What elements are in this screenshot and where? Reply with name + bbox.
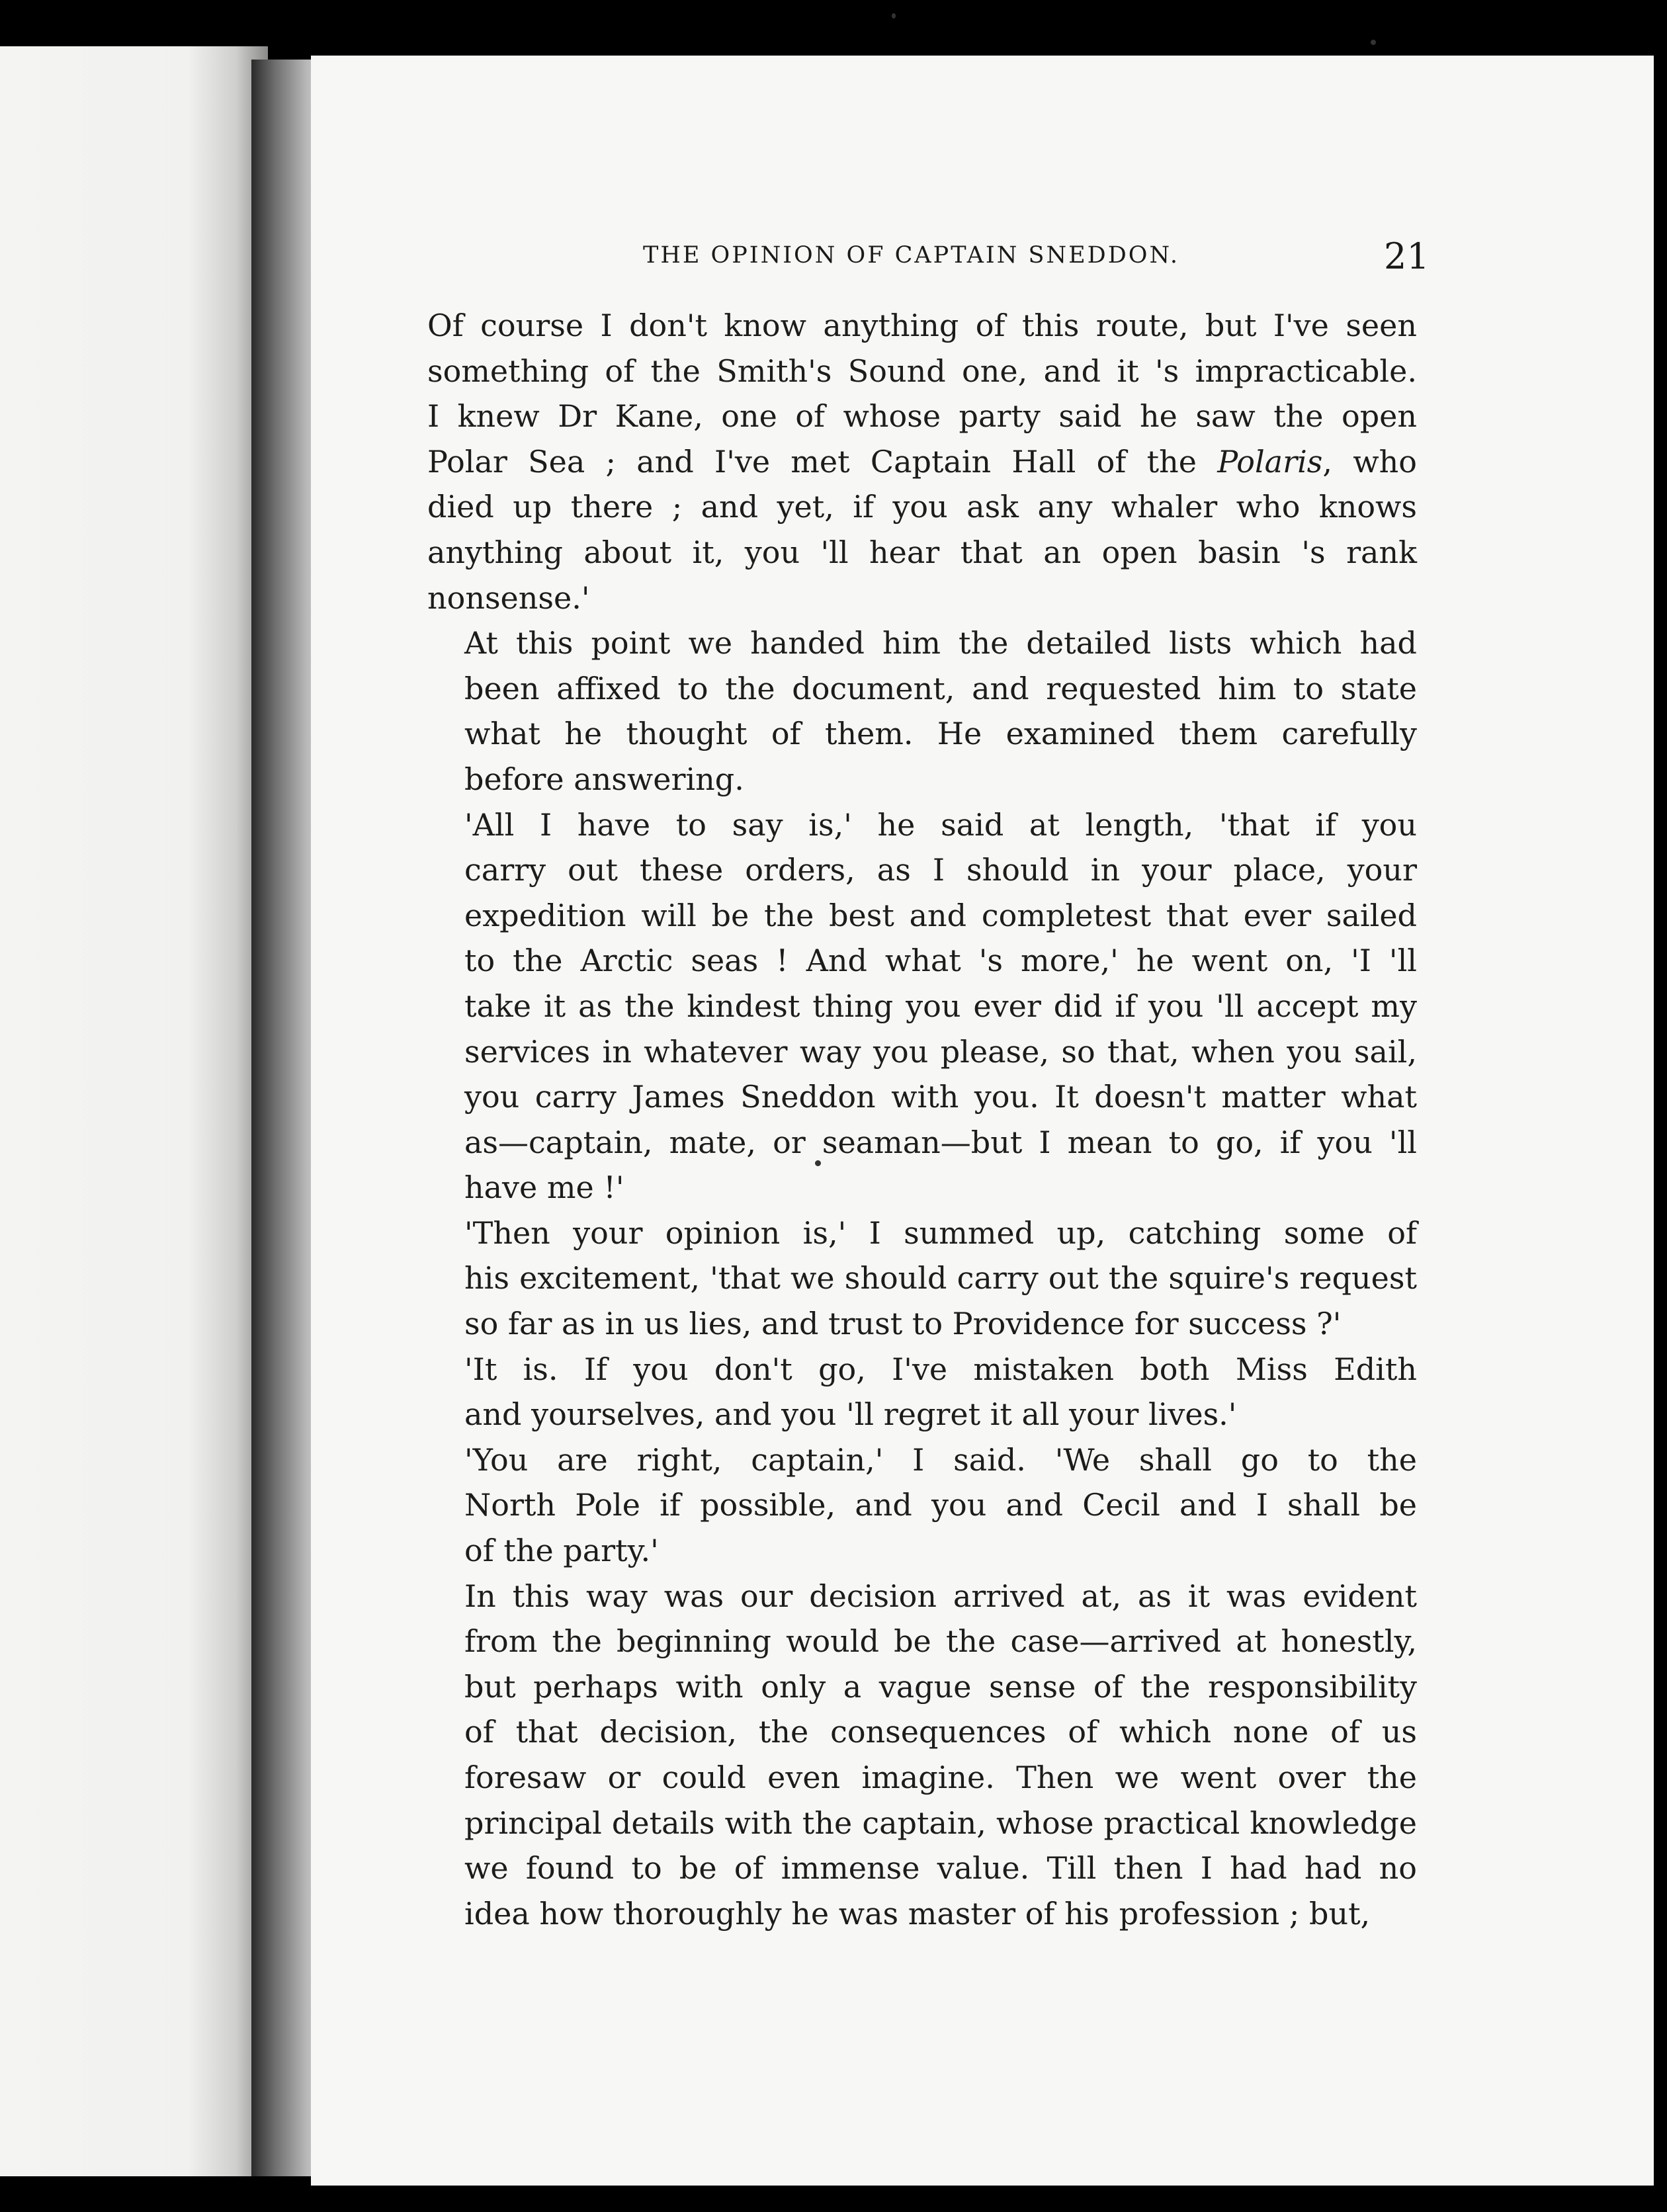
left-facing-page: [0, 46, 268, 2176]
text-line: died up there ; and yet, if you ask any whaler who knows: [427, 489, 1417, 525]
paragraph: [427, 620, 1417, 802]
text-line: and yourselves, and you 'll regret it all your lives.': [464, 1396, 1237, 1433]
text-line: In this way was our decision arrived at, as it was evident: [464, 1578, 1417, 1614]
paragraph: [427, 1347, 1417, 1437]
text-line: principal details with the captain, whose practical knowledge: [464, 1805, 1417, 1841]
text-line: of that decision, the consequences of which none of us: [464, 1714, 1417, 1750]
text-line: his excitement, 'that we should carry out the squire's request: [464, 1260, 1417, 1297]
text-line: nonsense.': [427, 579, 590, 616]
paragraph: [427, 1437, 1417, 1574]
scan-speck: [1371, 40, 1376, 45]
body-text: [427, 303, 1417, 1936]
text-line: so far as in us lies, and trust to Providence for success ?': [464, 1306, 1342, 1342]
text-line: I knew Dr Kane, one of whose party said he saw the open: [427, 398, 1417, 435]
text-line: you carry James Sneddon with you. It doesn't matter what: [464, 1079, 1417, 1115]
text-line: have me !': [464, 1170, 624, 1206]
text-line: we found to be of immense value. Till then I had had no: [464, 1850, 1417, 1887]
text-line: foresaw or could even imagine. Then we went over the: [464, 1760, 1417, 1795]
text-line: carry out these orders, as I should in your place, your: [464, 852, 1417, 888]
text-line: to the Arctic seas ! And what 's more,' he went on, 'I 'll: [464, 943, 1417, 979]
text-line: from the beginning would be the case—arrived at honestly,: [464, 1623, 1417, 1660]
text-line: of the party.': [464, 1533, 659, 1569]
text-line: 'Then your opinion is,' I summed up, catching some of: [464, 1214, 1417, 1251]
text-line: At this point we handed him the detailed lists which had: [464, 625, 1417, 661]
text-line: been affixed to the document, and requested him to state: [464, 670, 1417, 706]
paragraph: [427, 802, 1417, 1211]
text-line: services in whatever way you please, so that, when you sail,: [464, 1033, 1417, 1070]
page-number: 21: [1384, 235, 1430, 277]
text-line: 'It is. If you don't go, I've mistaken both Miss Edith: [464, 1351, 1417, 1387]
text-line: take it as the kindest thing you ever did if you 'll accept my: [464, 988, 1417, 1024]
text-line: expedition will be the best and completest that ever sailed: [464, 897, 1417, 933]
text-line: before answering.: [464, 761, 744, 797]
text-line: 'You are right, captain,' I said. 'We shall go to the: [464, 1441, 1417, 1478]
text-line: something of the Smith's Sound one, and it 's impracticable.: [427, 353, 1417, 389]
text-line: 'All I have to say is,' he said at length, 'that if you: [464, 806, 1417, 843]
text-line: idea how thoroughly he was master of his profession ; but,: [464, 1895, 1371, 1932]
scan-speck: [815, 1160, 821, 1166]
text-line: as—captain, mate, or seaman—but I mean to go, if you 'll: [464, 1124, 1417, 1160]
text-line: what he thought of them. He examined them carefully: [464, 716, 1417, 752]
text-line: but perhaps with only a vague sense of the responsibility: [464, 1668, 1417, 1705]
running-head: THE OPINION OF CAPTAIN SNEDDON.: [643, 242, 1179, 269]
paragraph: [427, 1211, 1417, 1347]
scan-speck: [892, 13, 896, 19]
paragraph: [427, 303, 1417, 620]
paragraph: [427, 1574, 1417, 1937]
text-line: Polar Sea ; and I've met Captain Hall of the Polaris, who: [427, 443, 1417, 480]
text-line: Of course I don't know anything of this route, but I've seen: [427, 308, 1417, 343]
text-line: North Pole if possible, and you and Cecil and I shall be: [464, 1487, 1417, 1523]
text-line: anything about it, you 'll hear that an open basin 's rank: [427, 534, 1417, 570]
